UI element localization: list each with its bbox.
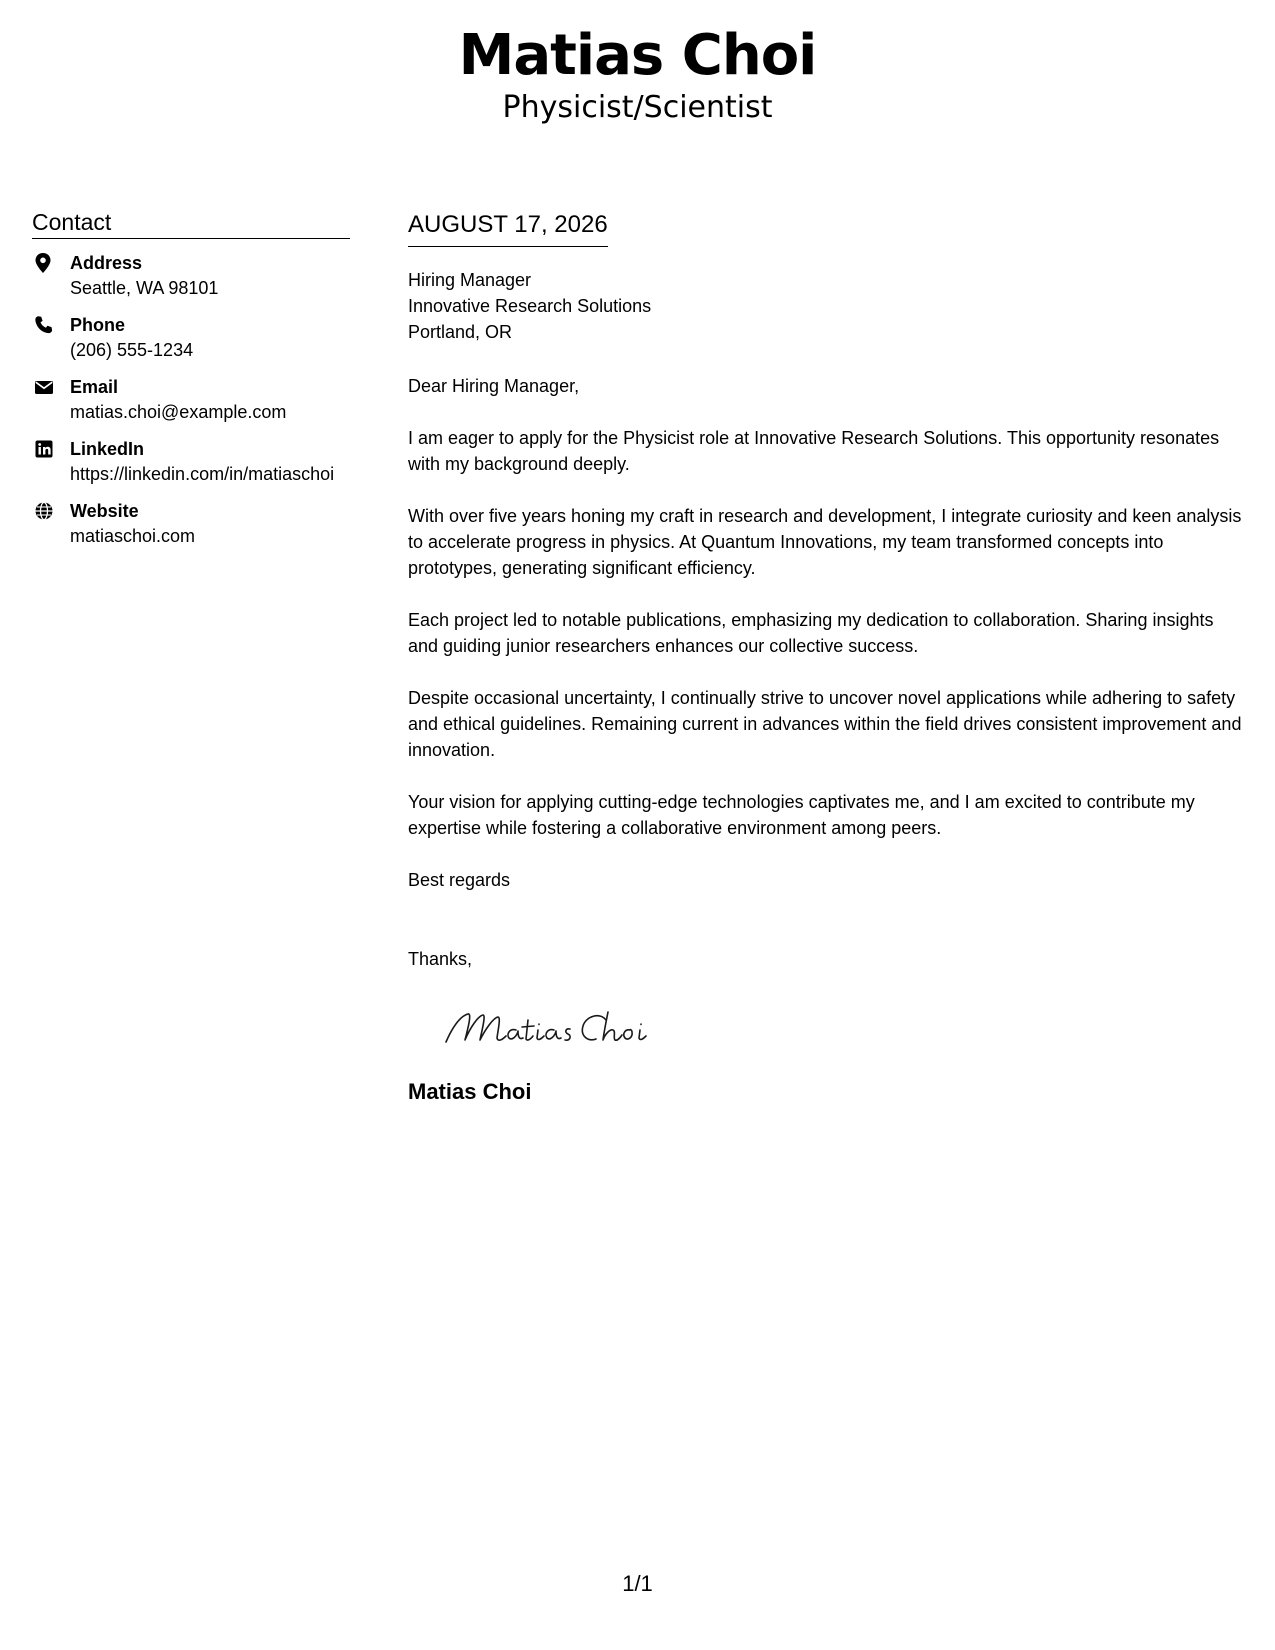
paragraph: Despite occasional uncertainty, I continually strive to uncover novel applications while adhering to safety and ethical guidelines. Remaining current in advances within the field drives consistent improvement and innovation. <box>408 688 1242 760</box>
paragraph: I am eager to apply for the Physicist role at Innovative Research Solutions. This opportunity resonates with my background deeply. <box>408 428 1220 474</box>
contact-label: Phone <box>70 315 126 335</box>
recipient-company: Innovative Research Solutions <box>408 296 652 316</box>
contact-sidebar <box>32 208 350 561</box>
letter-date: AUGUST 17, 2026 <box>408 210 608 247</box>
paragraph: With over five years honing my craft in research and development, I integrate curiosity and keen analysis to accelerate progress in physics. At Quantum Innovations, my team transformed concepts into prototypes, generating significant efficiency. <box>408 506 1242 578</box>
contact-list <box>32 251 350 549</box>
letter-body <box>408 210 1248 1106</box>
contact-label: Address <box>70 253 143 273</box>
paragraph: Your vision for applying cutting-edge technologies captivates me, and I am excited to contribute my expertise while fostering a collaborative environment among peers. <box>408 792 1195 838</box>
contact-value[interactable]: https://linkedin.com/in/matiaschoi <box>70 464 335 484</box>
linkedin-icon <box>34 439 54 459</box>
page-number: 1/1 <box>622 1571 653 1596</box>
recipient-name: Hiring Manager <box>408 270 532 290</box>
envelope-icon <box>34 377 54 397</box>
contact-label: Email <box>70 377 119 397</box>
recipient-block <box>408 267 1248 345</box>
contact-item-email <box>32 375 350 425</box>
contact-value: matias.choi@example.com <box>70 402 287 422</box>
map-pin-icon <box>34 253 54 273</box>
contact-item-phone <box>32 313 350 363</box>
salutation: Dear Hiring Manager, <box>408 376 580 396</box>
globe-icon <box>34 501 54 521</box>
contact-label: Website <box>70 501 139 521</box>
contact-value: (206) 555-1234 <box>70 340 194 360</box>
signer-name: Matias Choi <box>408 1079 532 1104</box>
letter-header <box>0 22 1275 126</box>
contact-item-website <box>32 499 350 549</box>
recipient-location: Portland, OR <box>408 322 513 342</box>
contact-value: Seattle, WA 98101 <box>70 278 219 298</box>
closing: Best regards <box>408 870 511 890</box>
thanks-line: Thanks, <box>408 949 473 969</box>
phone-icon <box>34 315 54 335</box>
contact-heading: Contact <box>32 208 350 239</box>
signature-image <box>438 998 668 1054</box>
applicant-name: Matias Choi <box>458 23 817 88</box>
paragraph: Each project led to notable publications, emphasizing my dedication to collaboration. Sharing insights and guiding junior researchers enhances our collective success. <box>408 610 1214 656</box>
contact-label: LinkedIn <box>70 439 145 459</box>
contact-item-address <box>32 251 350 301</box>
contact-value[interactable]: matiaschoi.com <box>70 526 196 546</box>
contact-item-linkedin <box>32 437 350 487</box>
applicant-title: Physicist/Scientist <box>502 90 773 125</box>
